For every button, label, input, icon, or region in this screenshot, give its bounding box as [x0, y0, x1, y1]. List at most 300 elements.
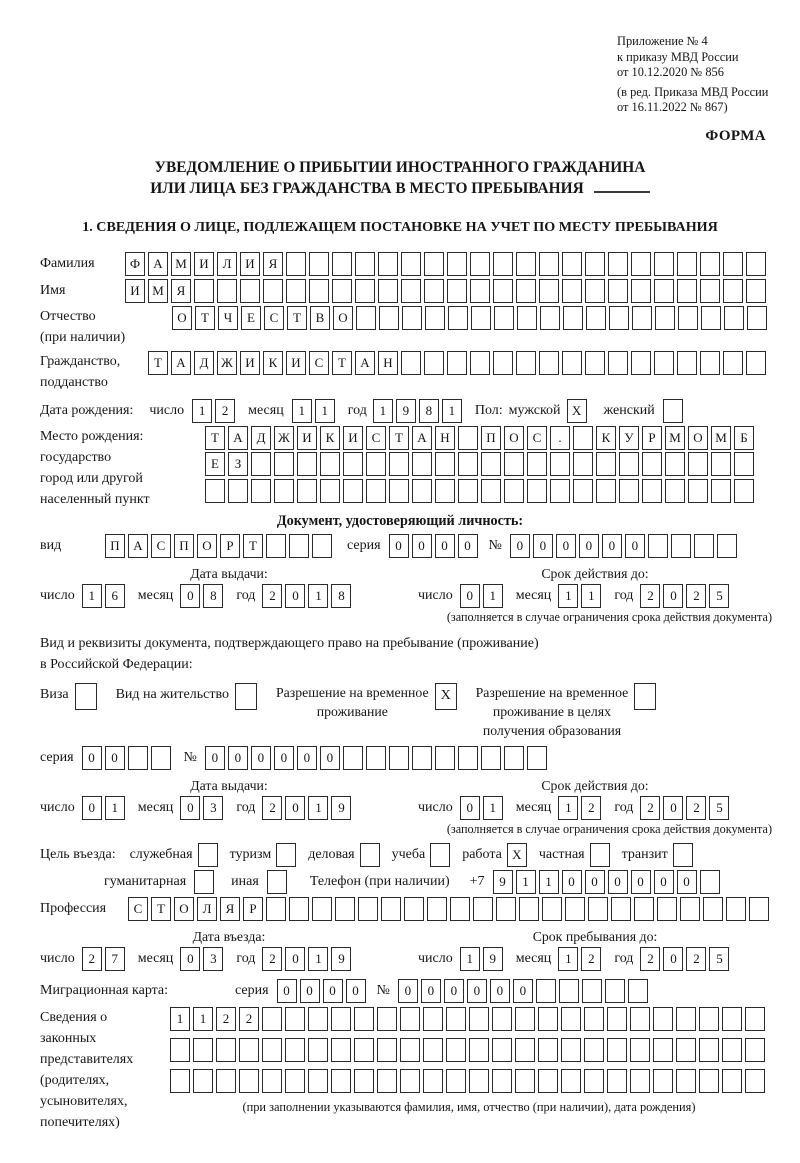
- representative-cell[interactable]: [515, 1038, 535, 1062]
- representative-cell[interactable]: [630, 1038, 650, 1062]
- birthplace-cell[interactable]: [389, 479, 409, 503]
- permit-valid-day-cell[interactable]: 0: [460, 796, 480, 820]
- birthplace-cell[interactable]: [228, 479, 248, 503]
- birthplace-cell[interactable]: [343, 479, 363, 503]
- birthplace-cell[interactable]: П: [481, 426, 501, 450]
- doc-issue-day-cell[interactable]: 6: [105, 584, 125, 608]
- birthplace-cell[interactable]: У: [619, 426, 639, 450]
- representative-cell[interactable]: 2: [216, 1007, 236, 1031]
- birthplace-cell[interactable]: [458, 452, 478, 476]
- citizenship-cell[interactable]: [493, 351, 513, 375]
- birthplace-cell[interactable]: С: [527, 426, 547, 450]
- doc-series-cell[interactable]: 0: [389, 534, 409, 558]
- doc-issue-year-cell[interactable]: 1: [308, 584, 328, 608]
- edu-permit-checkbox[interactable]: [634, 683, 656, 710]
- representative-cell[interactable]: [262, 1038, 282, 1062]
- name-cell[interactable]: [493, 279, 513, 303]
- representative-cell[interactable]: [745, 1007, 765, 1031]
- purpose-tourism-checkbox[interactable]: [276, 843, 296, 867]
- representative-cell[interactable]: [676, 1007, 696, 1031]
- patronymic-cell[interactable]: [425, 306, 445, 330]
- representative-cell[interactable]: [193, 1069, 213, 1093]
- surname-cell[interactable]: [447, 252, 467, 276]
- birthplace-cell[interactable]: [688, 479, 708, 503]
- representative-cell[interactable]: [446, 1038, 466, 1062]
- birthplace-cell[interactable]: [527, 479, 547, 503]
- profession-cell[interactable]: [266, 897, 286, 921]
- doc-valid-day-cell[interactable]: 1: [483, 584, 503, 608]
- permit-number-cell[interactable]: [412, 746, 432, 770]
- birthplace-cell[interactable]: [458, 426, 478, 450]
- doc-issue-year-cell[interactable]: 2: [262, 584, 282, 608]
- mc-series-cell[interactable]: 0: [346, 979, 366, 1003]
- representative-cell[interactable]: [699, 1007, 719, 1031]
- birth-year-cell[interactable]: 1: [442, 399, 462, 423]
- entry-year-cell[interactable]: 9: [331, 947, 351, 971]
- profession-cell[interactable]: Л: [197, 897, 217, 921]
- profession-cell[interactable]: [703, 897, 723, 921]
- birth-day-cell[interactable]: 2: [215, 399, 235, 423]
- doc-kind-cell[interactable]: Т: [243, 534, 263, 558]
- patronymic-cell[interactable]: [724, 306, 744, 330]
- birthplace-cell[interactable]: [435, 452, 455, 476]
- name-cell[interactable]: [309, 279, 329, 303]
- sex-female-checkbox[interactable]: [663, 399, 683, 423]
- citizenship-cell[interactable]: Ж: [217, 351, 237, 375]
- birthplace-cell[interactable]: И: [343, 426, 363, 450]
- representative-cell[interactable]: [423, 1038, 443, 1062]
- surname-cell[interactable]: [700, 252, 720, 276]
- representative-cell[interactable]: [653, 1038, 673, 1062]
- mc-series-cell[interactable]: 0: [323, 979, 343, 1003]
- mc-number-cell[interactable]: 0: [490, 979, 510, 1003]
- citizenship-cell[interactable]: [585, 351, 605, 375]
- name-cell[interactable]: [378, 279, 398, 303]
- doc-kind-cell[interactable]: А: [128, 534, 148, 558]
- doc-kind-cell[interactable]: Р: [220, 534, 240, 558]
- birthplace-cell[interactable]: [573, 426, 593, 450]
- permit-issue-year-cell[interactable]: 2: [262, 796, 282, 820]
- permit-number-cell[interactable]: [481, 746, 501, 770]
- representative-cell[interactable]: [607, 1007, 627, 1031]
- permit-issue-year-cell[interactable]: 9: [331, 796, 351, 820]
- mc-number-cell[interactable]: [605, 979, 625, 1003]
- representative-cell[interactable]: [216, 1069, 236, 1093]
- profession-cell[interactable]: [427, 897, 447, 921]
- surname-cell[interactable]: [332, 252, 352, 276]
- stay-year-cell[interactable]: 2: [686, 947, 706, 971]
- birthplace-cell[interactable]: К: [320, 426, 340, 450]
- name-cell[interactable]: [654, 279, 674, 303]
- birthplace-cell[interactable]: [711, 452, 731, 476]
- representative-cell[interactable]: [492, 1038, 512, 1062]
- surname-cell[interactable]: [493, 252, 513, 276]
- representative-cell[interactable]: [400, 1069, 420, 1093]
- name-cell[interactable]: [562, 279, 582, 303]
- citizenship-cell[interactable]: [470, 351, 490, 375]
- phone-cell[interactable]: 0: [631, 870, 651, 894]
- name-cell[interactable]: [240, 279, 260, 303]
- doc-kind-cell[interactable]: О: [197, 534, 217, 558]
- representative-cell[interactable]: [607, 1069, 627, 1093]
- surname-cell[interactable]: Л: [217, 252, 237, 276]
- birthplace-cell[interactable]: [504, 479, 524, 503]
- citizenship-cell[interactable]: [562, 351, 582, 375]
- name-cell[interactable]: [585, 279, 605, 303]
- citizenship-cell[interactable]: А: [171, 351, 191, 375]
- birthplace-cell[interactable]: [504, 452, 524, 476]
- citizenship-cell[interactable]: [654, 351, 674, 375]
- permit-number-cell[interactable]: 0: [228, 746, 248, 770]
- representative-cell[interactable]: [653, 1069, 673, 1093]
- birth-year-cell[interactable]: 1: [373, 399, 393, 423]
- doc-issue-month-cell[interactable]: 0: [180, 584, 200, 608]
- profession-cell[interactable]: [473, 897, 493, 921]
- citizenship-cell[interactable]: [608, 351, 628, 375]
- doc-number-cell[interactable]: 0: [602, 534, 622, 558]
- representative-cell[interactable]: [262, 1069, 282, 1093]
- birthplace-cell[interactable]: [251, 452, 271, 476]
- surname-cell[interactable]: [401, 252, 421, 276]
- profession-cell[interactable]: [335, 897, 355, 921]
- doc-kind-cell[interactable]: [289, 534, 309, 558]
- birth-month-cell[interactable]: 1: [292, 399, 312, 423]
- surname-cell[interactable]: [562, 252, 582, 276]
- birthplace-cell[interactable]: [389, 452, 409, 476]
- birthplace-cell[interactable]: Р: [642, 426, 662, 450]
- stay-year-cell[interactable]: 0: [663, 947, 683, 971]
- birthplace-cell[interactable]: Ж: [274, 426, 294, 450]
- surname-cell[interactable]: [677, 252, 697, 276]
- patronymic-cell[interactable]: [448, 306, 468, 330]
- birthplace-cell[interactable]: [550, 452, 570, 476]
- patronymic-cell[interactable]: С: [264, 306, 284, 330]
- patronymic-cell[interactable]: [563, 306, 583, 330]
- mc-number-cell[interactable]: [628, 979, 648, 1003]
- citizenship-cell[interactable]: [539, 351, 559, 375]
- representative-cell[interactable]: [354, 1069, 374, 1093]
- citizenship-cell[interactable]: [700, 351, 720, 375]
- permit-number-cell[interactable]: 0: [297, 746, 317, 770]
- residence-permit-checkbox[interactable]: [235, 683, 257, 710]
- surname-cell[interactable]: М: [171, 252, 191, 276]
- doc-kind-cell[interactable]: П: [105, 534, 125, 558]
- birthplace-cell[interactable]: [481, 479, 501, 503]
- birthplace-cell[interactable]: [734, 479, 754, 503]
- entry-year-cell[interactable]: 1: [308, 947, 328, 971]
- birthplace-cell[interactable]: [573, 479, 593, 503]
- doc-valid-year-cell[interactable]: 5: [709, 584, 729, 608]
- doc-valid-day-cell[interactable]: 0: [460, 584, 480, 608]
- birthplace-cell[interactable]: [596, 452, 616, 476]
- birthplace-cell[interactable]: [642, 452, 662, 476]
- representative-cell[interactable]: [469, 1069, 489, 1093]
- doc-issue-month-cell[interactable]: 8: [203, 584, 223, 608]
- surname-cell[interactable]: [286, 252, 306, 276]
- citizenship-cell[interactable]: С: [309, 351, 329, 375]
- surname-cell[interactable]: [631, 252, 651, 276]
- entry-month-cell[interactable]: 0: [180, 947, 200, 971]
- doc-number-cell[interactable]: [648, 534, 668, 558]
- representative-cell[interactable]: [584, 1069, 604, 1093]
- profession-cell[interactable]: [496, 897, 516, 921]
- birthplace-cell[interactable]: И: [297, 426, 317, 450]
- permit-issue-year-cell[interactable]: 0: [285, 796, 305, 820]
- representative-cell[interactable]: [515, 1007, 535, 1031]
- mc-number-cell[interactable]: 0: [421, 979, 441, 1003]
- permit-issue-day-cell[interactable]: 1: [105, 796, 125, 820]
- name-cell[interactable]: [286, 279, 306, 303]
- citizenship-cell[interactable]: [401, 351, 421, 375]
- doc-number-cell[interactable]: [694, 534, 714, 558]
- doc-number-cell[interactable]: 0: [556, 534, 576, 558]
- profession-cell[interactable]: [289, 897, 309, 921]
- representative-cell[interactable]: [745, 1069, 765, 1093]
- permit-valid-year-cell[interactable]: 0: [663, 796, 683, 820]
- birthplace-cell[interactable]: О: [504, 426, 524, 450]
- representative-cell[interactable]: [308, 1069, 328, 1093]
- phone-cell[interactable]: 0: [608, 870, 628, 894]
- birth-month-cell[interactable]: 1: [315, 399, 335, 423]
- representative-cell[interactable]: [492, 1069, 512, 1093]
- representative-cell[interactable]: [722, 1007, 742, 1031]
- representative-cell[interactable]: [377, 1007, 397, 1031]
- birthplace-cell[interactable]: [458, 479, 478, 503]
- doc-valid-year-cell[interactable]: 2: [640, 584, 660, 608]
- permit-series-cell[interactable]: [128, 746, 148, 770]
- patronymic-cell[interactable]: [678, 306, 698, 330]
- entry-day-cell[interactable]: 2: [82, 947, 102, 971]
- birthplace-cell[interactable]: А: [228, 426, 248, 450]
- birthplace-cell[interactable]: [619, 452, 639, 476]
- patronymic-cell[interactable]: Ч: [218, 306, 238, 330]
- representative-cell[interactable]: [538, 1069, 558, 1093]
- profession-cell[interactable]: Т: [151, 897, 171, 921]
- surname-cell[interactable]: [539, 252, 559, 276]
- purpose-official-checkbox[interactable]: [198, 843, 218, 867]
- name-cell[interactable]: [263, 279, 283, 303]
- patronymic-cell[interactable]: [586, 306, 606, 330]
- birthplace-cell[interactable]: М: [711, 426, 731, 450]
- profession-cell[interactable]: [565, 897, 585, 921]
- permit-issue-month-cell[interactable]: 0: [180, 796, 200, 820]
- birthplace-cell[interactable]: [251, 479, 271, 503]
- permit-series-cell[interactable]: 0: [82, 746, 102, 770]
- representative-cell[interactable]: [308, 1007, 328, 1031]
- representative-cell[interactable]: [584, 1007, 604, 1031]
- profession-cell[interactable]: [611, 897, 631, 921]
- permit-valid-month-cell[interactable]: 2: [581, 796, 601, 820]
- doc-valid-year-cell[interactable]: 0: [663, 584, 683, 608]
- birthplace-cell[interactable]: Т: [205, 426, 225, 450]
- name-cell[interactable]: [631, 279, 651, 303]
- name-cell[interactable]: [355, 279, 375, 303]
- representative-cell[interactable]: [469, 1038, 489, 1062]
- citizenship-cell[interactable]: [516, 351, 536, 375]
- birth-year-cell[interactable]: 9: [396, 399, 416, 423]
- doc-number-cell[interactable]: [671, 534, 691, 558]
- name-cell[interactable]: [516, 279, 536, 303]
- surname-cell[interactable]: [585, 252, 605, 276]
- surname-cell[interactable]: Ф: [125, 252, 145, 276]
- birthplace-cell[interactable]: [596, 479, 616, 503]
- surname-cell[interactable]: [723, 252, 743, 276]
- mc-number-cell[interactable]: [582, 979, 602, 1003]
- stay-month-cell[interactable]: 2: [581, 947, 601, 971]
- phone-cell[interactable]: 0: [585, 870, 605, 894]
- name-cell[interactable]: [746, 279, 766, 303]
- representative-cell[interactable]: [653, 1007, 673, 1031]
- representative-cell[interactable]: [492, 1007, 512, 1031]
- patronymic-cell[interactable]: [701, 306, 721, 330]
- phone-cell[interactable]: [700, 870, 720, 894]
- patronymic-cell[interactable]: [517, 306, 537, 330]
- representative-cell[interactable]: [377, 1069, 397, 1093]
- citizenship-cell[interactable]: [723, 351, 743, 375]
- citizenship-cell[interactable]: [746, 351, 766, 375]
- patronymic-cell[interactable]: [632, 306, 652, 330]
- patronymic-cell[interactable]: [356, 306, 376, 330]
- permit-number-cell[interactable]: [389, 746, 409, 770]
- stay-day-cell[interactable]: 9: [483, 947, 503, 971]
- birthplace-cell[interactable]: [481, 452, 501, 476]
- citizenship-cell[interactable]: К: [263, 351, 283, 375]
- doc-number-cell[interactable]: [717, 534, 737, 558]
- purpose-humanitarian-checkbox[interactable]: [194, 870, 214, 894]
- birthplace-cell[interactable]: [665, 452, 685, 476]
- surname-cell[interactable]: [378, 252, 398, 276]
- birthplace-cell[interactable]: [274, 479, 294, 503]
- doc-series-cell[interactable]: 0: [412, 534, 432, 558]
- name-cell[interactable]: [332, 279, 352, 303]
- representative-cell[interactable]: [377, 1038, 397, 1062]
- doc-valid-year-cell[interactable]: 2: [686, 584, 706, 608]
- patronymic-cell[interactable]: [540, 306, 560, 330]
- patronymic-cell[interactable]: [747, 306, 767, 330]
- representative-cell[interactable]: [446, 1069, 466, 1093]
- patronymic-cell[interactable]: [402, 306, 422, 330]
- representative-cell[interactable]: [538, 1038, 558, 1062]
- birthplace-cell[interactable]: [343, 452, 363, 476]
- birthplace-cell[interactable]: [366, 479, 386, 503]
- visa-checkbox[interactable]: [75, 683, 97, 710]
- birthplace-cell[interactable]: Д: [251, 426, 271, 450]
- birthplace-cell[interactable]: М: [665, 426, 685, 450]
- citizenship-cell[interactable]: И: [286, 351, 306, 375]
- purpose-study-checkbox[interactable]: [430, 843, 450, 867]
- representative-cell[interactable]: [676, 1069, 696, 1093]
- birthplace-cell[interactable]: [297, 452, 317, 476]
- doc-series-cell[interactable]: 0: [458, 534, 478, 558]
- birthplace-cell[interactable]: [366, 452, 386, 476]
- doc-number-cell[interactable]: 0: [579, 534, 599, 558]
- patronymic-cell[interactable]: Т: [195, 306, 215, 330]
- representative-cell[interactable]: [722, 1069, 742, 1093]
- citizenship-cell[interactable]: Т: [332, 351, 352, 375]
- permit-issue-month-cell[interactable]: 3: [203, 796, 223, 820]
- mc-number-cell[interactable]: [536, 979, 556, 1003]
- birthplace-cell[interactable]: [619, 479, 639, 503]
- permit-number-cell[interactable]: [527, 746, 547, 770]
- surname-cell[interactable]: [355, 252, 375, 276]
- name-cell[interactable]: [470, 279, 490, 303]
- mc-number-cell[interactable]: 0: [398, 979, 418, 1003]
- mc-number-cell[interactable]: 0: [444, 979, 464, 1003]
- entry-month-cell[interactable]: 3: [203, 947, 223, 971]
- surname-cell[interactable]: [516, 252, 536, 276]
- purpose-private-checkbox[interactable]: [590, 843, 610, 867]
- birthplace-cell[interactable]: З: [228, 452, 248, 476]
- patronymic-cell[interactable]: [609, 306, 629, 330]
- representative-cell[interactable]: [561, 1069, 581, 1093]
- birthplace-cell[interactable]: О: [688, 426, 708, 450]
- birthplace-cell[interactable]: [573, 452, 593, 476]
- surname-cell[interactable]: [309, 252, 329, 276]
- mc-series-cell[interactable]: 0: [300, 979, 320, 1003]
- representative-cell[interactable]: [469, 1007, 489, 1031]
- representative-cell[interactable]: 1: [193, 1007, 213, 1031]
- name-cell[interactable]: [194, 279, 214, 303]
- doc-series-cell[interactable]: 0: [435, 534, 455, 558]
- phone-cell[interactable]: 1: [516, 870, 536, 894]
- surname-cell[interactable]: И: [240, 252, 260, 276]
- representative-cell[interactable]: [607, 1038, 627, 1062]
- representative-cell[interactable]: [584, 1038, 604, 1062]
- surname-cell[interactable]: И: [194, 252, 214, 276]
- birthplace-cell[interactable]: Н: [435, 426, 455, 450]
- representative-cell[interactable]: [515, 1069, 535, 1093]
- representative-cell[interactable]: [630, 1069, 650, 1093]
- birthplace-cell[interactable]: А: [412, 426, 432, 450]
- profession-cell[interactable]: [381, 897, 401, 921]
- patronymic-cell[interactable]: [471, 306, 491, 330]
- citizenship-cell[interactable]: Н: [378, 351, 398, 375]
- birthplace-cell[interactable]: Т: [389, 426, 409, 450]
- surname-cell[interactable]: [608, 252, 628, 276]
- doc-issue-year-cell[interactable]: 8: [331, 584, 351, 608]
- birthplace-cell[interactable]: [642, 479, 662, 503]
- name-cell[interactable]: Я: [171, 279, 191, 303]
- patronymic-cell[interactable]: О: [172, 306, 192, 330]
- permit-number-cell[interactable]: 0: [320, 746, 340, 770]
- stay-day-cell[interactable]: 1: [460, 947, 480, 971]
- birth-year-cell[interactable]: 8: [419, 399, 439, 423]
- purpose-transit-checkbox[interactable]: [673, 843, 693, 867]
- name-cell[interactable]: И: [125, 279, 145, 303]
- citizenship-cell[interactable]: А: [355, 351, 375, 375]
- representative-cell[interactable]: [170, 1069, 190, 1093]
- representative-cell[interactable]: [400, 1007, 420, 1031]
- phone-cell[interactable]: 0: [677, 870, 697, 894]
- patronymic-cell[interactable]: [379, 306, 399, 330]
- birthplace-cell[interactable]: [527, 452, 547, 476]
- citizenship-cell[interactable]: И: [240, 351, 260, 375]
- citizenship-cell[interactable]: [424, 351, 444, 375]
- representative-cell[interactable]: [285, 1069, 305, 1093]
- phone-cell[interactable]: 9: [493, 870, 513, 894]
- birthplace-cell[interactable]: Е: [205, 452, 225, 476]
- birthplace-cell[interactable]: К: [596, 426, 616, 450]
- phone-cell[interactable]: 1: [539, 870, 559, 894]
- patronymic-cell[interactable]: [494, 306, 514, 330]
- permit-number-cell[interactable]: 0: [274, 746, 294, 770]
- doc-valid-month-cell[interactable]: 1: [581, 584, 601, 608]
- patronymic-cell[interactable]: В: [310, 306, 330, 330]
- representative-cell[interactable]: [331, 1007, 351, 1031]
- doc-number-cell[interactable]: 0: [533, 534, 553, 558]
- birthplace-cell[interactable]: [412, 479, 432, 503]
- entry-year-cell[interactable]: 0: [285, 947, 305, 971]
